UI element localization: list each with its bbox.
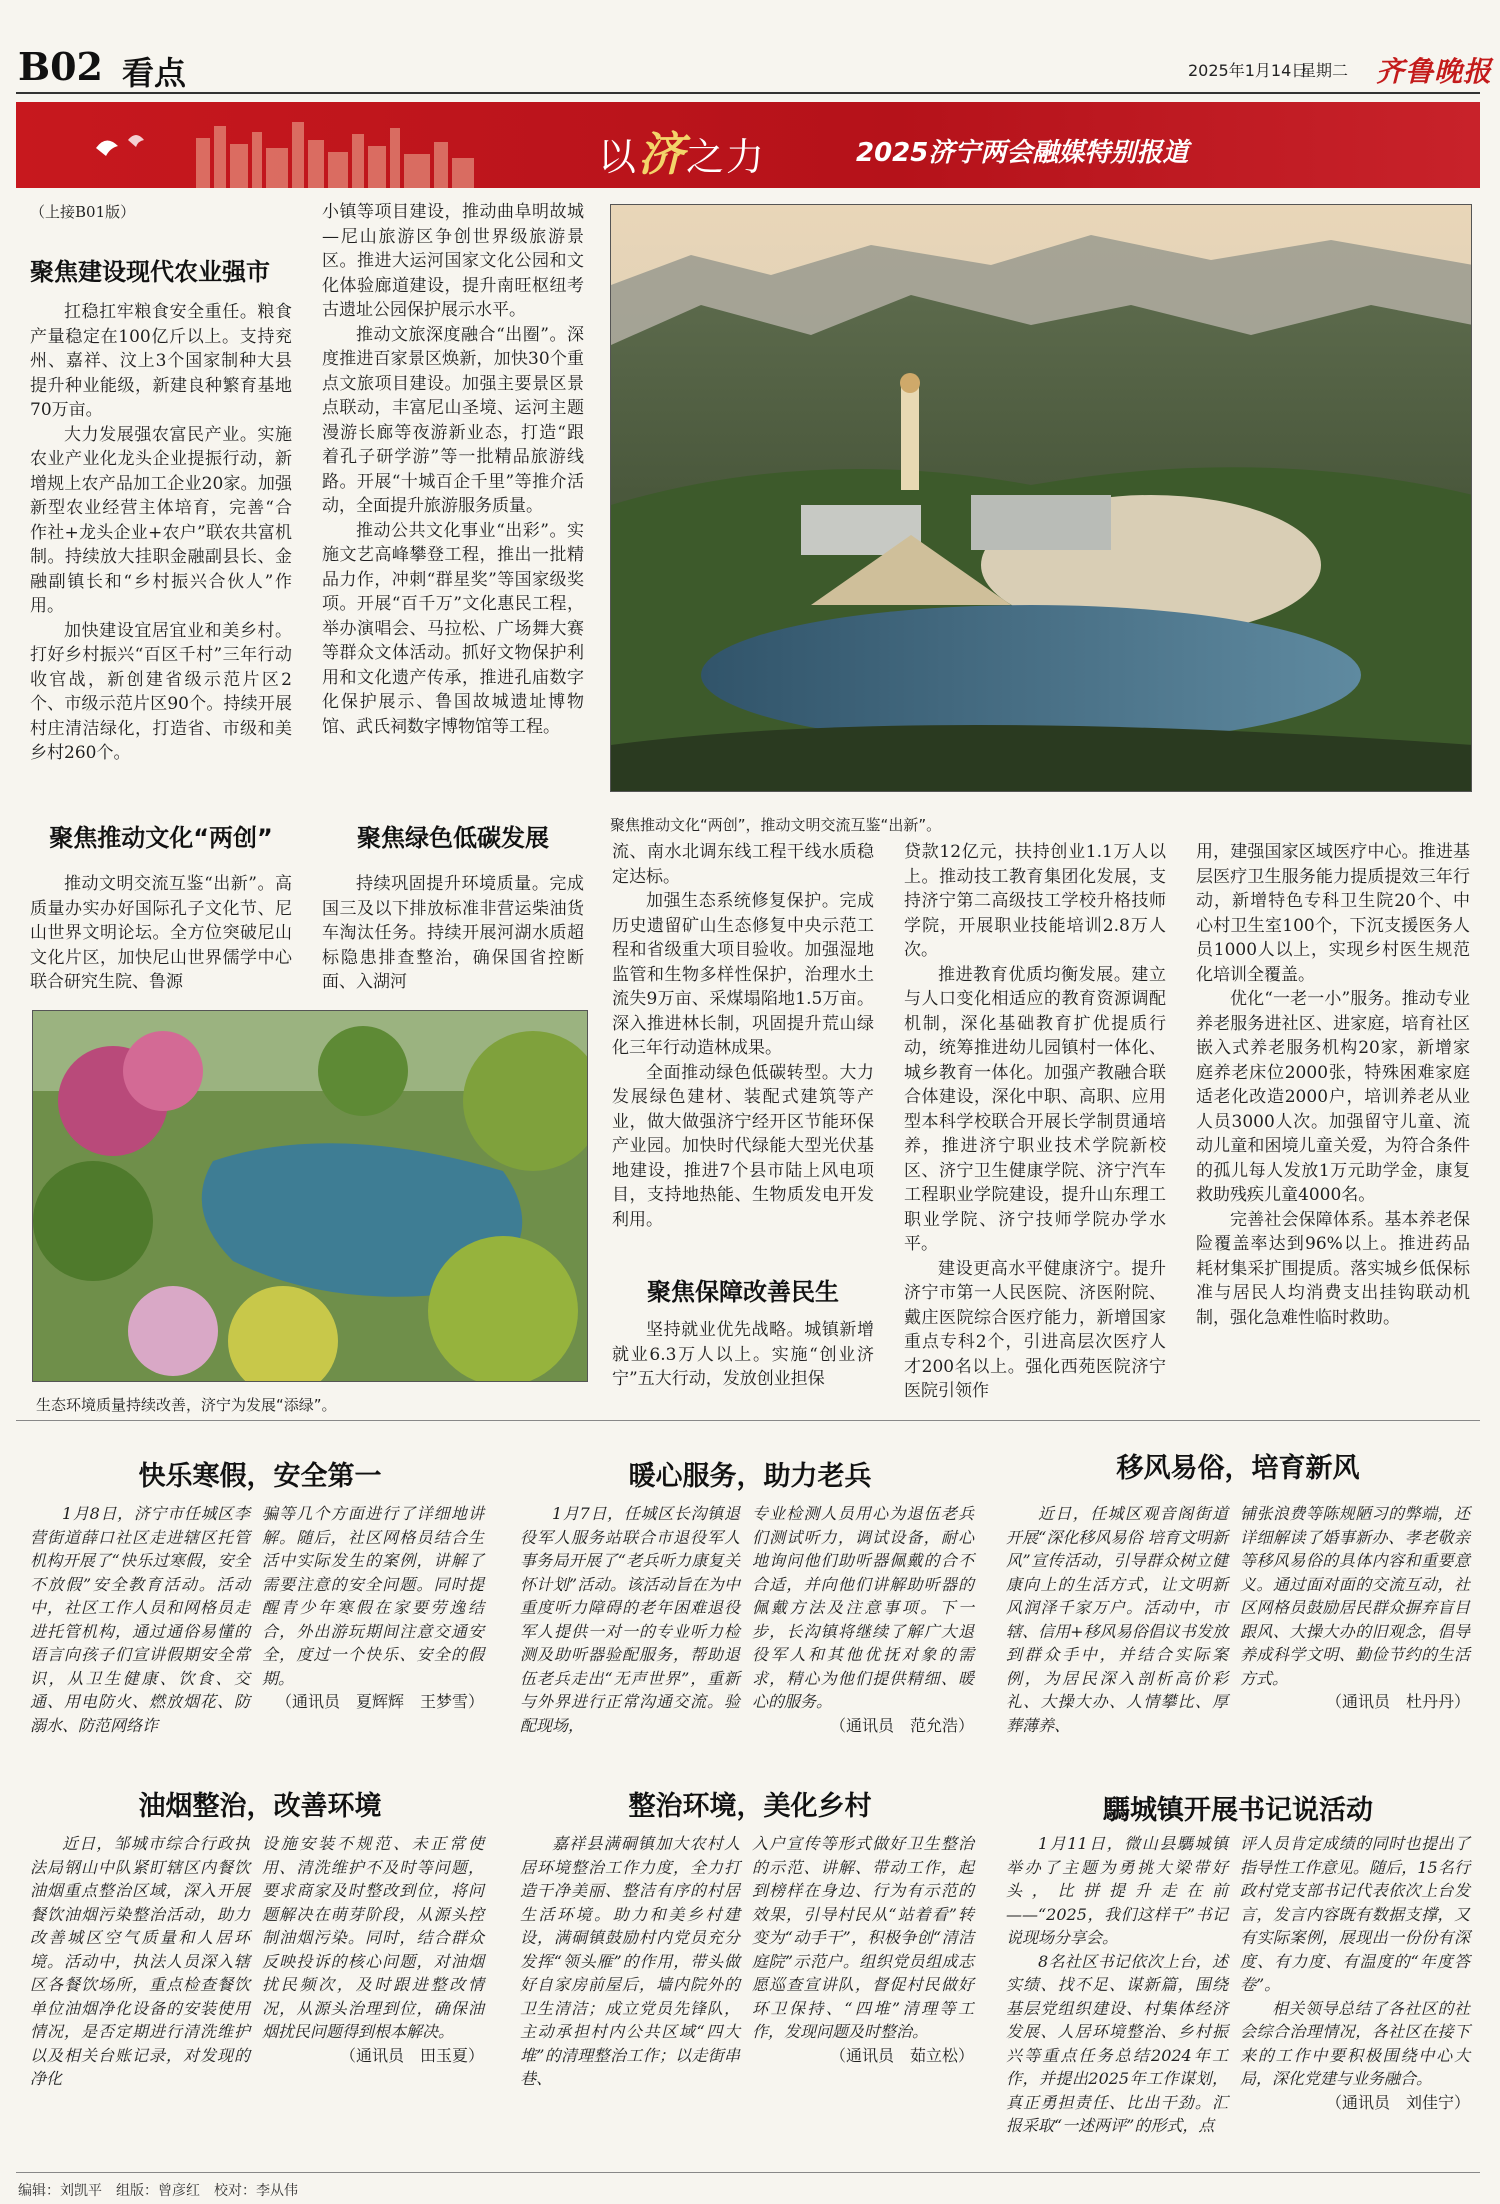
news-body	[30, 1502, 250, 1737]
news-body	[30, 1832, 250, 2091]
park-lake-photo	[32, 1010, 588, 1382]
article-liangchuang	[30, 872, 292, 995]
banner-subtitle: 2025济宁两会融媒特别报道	[856, 138, 1189, 168]
news-body	[520, 1832, 740, 2091]
issue-date: 2025年1月14日	[1188, 61, 1308, 80]
article-green-start	[322, 872, 584, 995]
news-body	[1006, 1832, 1228, 2138]
aerial-temple-photo	[610, 204, 1472, 792]
paragraph: 嘉祥县满硐镇加大农村人居环境整治工作力度，全力打造干净美丽、整洁有序的村居生活环境。助力和美乡村建设，满硐镇鼓励村内党员充分发挥“领头雁”的作用，带头做好自家房前屋后，墙内院外的卫生清洁；成立党员先锋队，主动承担村内公共区域“四大堆”的清理整治工作；以走街串巷、	[520, 1834, 740, 2088]
paragraph: 建设更高水平健康济宁。提升济宁市第一人民医院、济医附院、戴庄医院综合医疗能力，新增国家重点专科2个，引进高层次医疗人才200名以上。强化西苑医院济宁医院引领作	[904, 1258, 1166, 1401]
article-agriculture	[30, 300, 292, 766]
news-body	[520, 1502, 740, 1737]
heading-livelihood: 聚焦保障改善民生	[647, 1278, 839, 1306]
news-body	[752, 1832, 974, 2067]
article-livelihood-end	[1196, 840, 1470, 1330]
paragraph: 近日，任城区观音阁街道开展“深化移风易俗 培育文明新风”宣传活动，引导群众树立健康向上的生活方式，让文明新风润泽千家万户。活动中，市辖、信用+移风易俗倡议书发放到群众手中，并结合实际案例，为居民深入剖析高价彩礼、大操大办、人情攀比、厚葬薄养、	[1006, 1504, 1228, 1735]
paragraph: 推进教育优质均衡发展。建立与人口变化相适应的教育资源调配机制，深化基础教育扩优提质行动，统筹推进幼儿园镇村一体化、城乡教育一体化。加强产教融合联合体建设，深化中职、高职、应用型本科学校联合开展长学制贯通培养，推进济宁职业技术学院新校区、济宁卫生健康学院、济宁汽车工程职业学院建设，提升山东理工职业学院、济宁技师学院办学水平。	[904, 964, 1166, 1254]
footer-credits: 编辑：刘凯平 组版：曾彦红 校对：李从伟	[18, 2183, 298, 2199]
paragraph: 大力发展强农富民产业。实施农业产业化龙头企业提振行动，新增规上农产品加工企业20家。加强新型农业经营主体培育，完善“合作社+龙头企业+农户”联农共富机制。持续放大挂职金融副县长、金融副镇长和“乡村振兴合伙人”作用。	[30, 424, 292, 616]
news-body	[752, 1502, 974, 1737]
news-body	[262, 1832, 484, 2067]
paragraph: 1月8日，济宁市任城区李营街道薛口社区走进辖区托管机构开展了“快乐过寒假，安全不放假”安全教育活动。活动中，社区工作人员和网格员走进托管机构，通过通俗易懂的语言向孩子们宣讲假期安全常识，从卫生健康、饮食、交通、用电防火、燃放烟花、防溺水、防范网络诈	[30, 1504, 250, 1735]
news-title: 整治环境，美化乡村	[628, 1791, 872, 1822]
section-divider	[16, 1420, 1480, 1421]
page-number: B02	[18, 44, 103, 89]
heading-green: 聚焦绿色低碳发展	[357, 824, 549, 852]
news-credit: （通讯员 田玉夏）	[339, 2045, 484, 2065]
news-credit: （通讯员 茹立松）	[829, 2045, 974, 2065]
news-body	[262, 1502, 484, 1714]
heading-liangchuang: 聚焦推动文化“两创”	[49, 824, 273, 852]
masthead	[0, 0, 1500, 100]
paragraph: 评人员肯定成绩的同时也提出了指导性工作意见。随后，15名行政村党支部书记代表依次上台发言，发言内容既有数据支撑，又有实际案例，展现出一份份有深度、有力度、有温度的“年度答卷”。	[1240, 1834, 1470, 1994]
news-credit: （通讯员 刘佳宁）	[1325, 2092, 1470, 2112]
news-credit: （通讯员 范允浩）	[829, 1715, 974, 1735]
paragraph: 小镇等项目建设，推动曲阜明故城—尼山旅游区争创世界级旅游景区。推进大运河国家文化公园和文化体验廊道建设，提升南旺枢纽考古遗址公园保护展示水平。	[322, 202, 584, 320]
paragraph: 扛稳扛牢粮食安全重任。粮食产量稳定在100亿斤以上。支持兖州、嘉祥、汶上3个国家制种大县提升种业能级，新建良种繁育基地70万亩。	[30, 302, 292, 420]
paragraph: 流、南水北调东线工程干线水质稳定达标。	[612, 842, 874, 887]
news-title: 暖心服务，助力老兵	[628, 1461, 872, 1492]
paragraph: 贷款12亿元，扶持创业1.1万人以上。推动技工教育集团化发展，支持济宁第二高级技工学校升格技师学院，开展职业技能培训2.8万人次。	[904, 842, 1166, 960]
paragraph: 相关领导总结了各社区的社会综合治理情况，各社区在接下来的工作中要积极围绕中心大局，深化党建与业务融合。	[1240, 1998, 1470, 2088]
news-credit: （通讯员 杜丹丹）	[1325, 1692, 1470, 1711]
paragraph: 加快建设宜居宜业和美乡村。打好乡村振兴“百区千村”三年行动收官战，新创建省级示范片区2个、市级示范片区90个。持续开展村庄清洁绿化，打造省、市级和美乡村260个。	[30, 620, 292, 763]
weekday: 星期二	[1300, 61, 1349, 80]
special-report-banner	[16, 102, 1480, 188]
paragraph: 推动文旅深度融合“出圈”。深度推进百家景区焕新，加快30个重点文旅项目建设。加强主要景区景点联动，丰富尼山圣境、运河主题漫游长廊等夜游新业态，打造“跟着孔子研学游”等一批精品旅游线路。开展“十城百企千里”等推介活动，全面提升旅游服务质量。	[322, 324, 584, 516]
news-title: 油烟整治，改善环境	[138, 1791, 382, 1822]
paragraph: 坚持就业优先战略。城镇新增就业6.3万人以上。实施“创业济宁”五大行动，发放创业担保	[612, 1320, 874, 1389]
banner-slogan: 以济之力	[598, 127, 767, 181]
paragraph: 专业检测人员用心为退伍老兵们测试听力，调试设备，耐心地询问他们助听器佩戴的合不合适，并向他们讲解助听器的佩戴方法及注意事项。下一步，长沟镇将继续了解广大退役军人和其他优抚对象的需求，精心为他们提供精细、暖心的服务。	[752, 1504, 974, 1711]
news-title: 快乐寒假，安全第一	[138, 1461, 382, 1492]
paper-logo: 齐鲁晚报	[1376, 55, 1493, 88]
paragraph: 8名社区书记依次上台，述实绩、找不足、谋新篇，围绕基层党组织建设、村集体经济发展、人居环境整治、乡村振兴等重点任务总结2024年工作，并提出2025年工作谋划，真正勇担责任、比出干劲。汇报采取“一述两评”的形式，点	[1006, 1951, 1228, 2135]
news-title: 騳城镇开展书记说活动	[1103, 1795, 1373, 1826]
paragraph: 1月7日，任城区长沟镇退役军人服务站联合市退役军人事务局开展了“老兵听力康复关怀计划”活动。该活动旨在为中重度听力障碍的老年困难退役军人提供一对一的专业听力检测及助听器验配服务，帮助退伍老兵走出“无声世界”，重新与外界进行正常沟通交流。验配现场，	[520, 1504, 740, 1735]
news-body	[1240, 1502, 1470, 1714]
paragraph: 骗等几个方面进行了详细地讲解。随后，社区网格员结合生活中实际发生的案例，讲解了需要注意的安全问题。同时提醒青少年寒假在家要劳逸结合，外出游玩期间注意交通安全，度过一个快乐、安全的假期。	[262, 1504, 484, 1688]
paragraph: 用，建强国家区域医疗中心。推进基层医疗卫生服务能力提质提效三年行动，新增特色专科卫生院20个、中心村卫生室100个，下沉支援医务人员1000人以上，实现乡村医生规范化培训全覆盖。	[1196, 842, 1470, 985]
masthead-rule	[16, 92, 1480, 94]
paragraph: 推动公共文化事业“出彩”。实施文艺高峰攀登工程，推出一批精品力作，冲刺“群星奖”等国家级奖项。开展“百千万”文化惠民工程，举办演唱会、马拉松、广场舞大赛等群众文体活动。抓好文物保护利用和文化遗产传承，推进孔庙数字化保护展示、鲁国故城遗址博物馆、武氏祠数字博物馆等工程。	[322, 520, 584, 737]
news-title: 移风易俗，培育新风	[1116, 1453, 1360, 1484]
news-body	[1006, 1502, 1228, 1737]
footer-rule	[16, 2172, 1480, 2173]
paragraph: 加强生态系统修复保护。完成历史遗留矿山生态修复中央示范工程和省级重大项目验收。加强湿地监管和生物多样性保护，治理水土流失9万亩、采煤塌陷地1.5万亩。深入推进林长制，巩固提升荒山绿化三年行动造林成果。	[612, 891, 874, 1058]
paragraph: 推动文明交流互鉴“出新”。高质量办实办好国际孔子文化节、尼山世界文明论坛。全方位突破尼山文化片区，加快尼山世界儒学中心联合研究生院、鲁源	[30, 874, 292, 992]
article-green-cont	[612, 840, 874, 1232]
paragraph: 入户宣传等形式做好卫生整治的示范、讲解、带动工作，起到榜样在身边、行为有示范的效果，引导村民从“站着看”转变为“动手干”，积极争创“清洁庭院”示范户。组织党员组成志愿巡查宣讲队，督促村民做好环卫保持、“四堆”清理等工作，发现问题及时整治。	[752, 1834, 974, 2041]
photo2-caption: 生态环境质量持续改善，济宁为发展“添绿”。	[36, 1396, 337, 1414]
paragraph: 铺张浪费等陈规陋习的弊端，还详细解读了婚事新办、孝老敬亲等移风易俗的具体内容和重要意义。通过面对面的交流互动，社区网格员鼓励居民群众摒弃盲目跟风、大操大办的旧观念，倡导养成科学文明、勤俭节约的生活方式。	[1240, 1504, 1470, 1688]
article-culture-continued	[322, 200, 584, 739]
city-skyline-icon	[76, 118, 596, 188]
continued-note: （上接B01版）	[30, 203, 136, 221]
paragraph: 1月11日，微山县騳城镇举办了主题为勇挑大梁带好头，比拼提升走在前——“2025，我们这样干”书记说现场分享会。	[1006, 1834, 1228, 1947]
news-body	[1240, 1832, 1470, 2114]
article-livelihood-start	[612, 1318, 874, 1392]
paragraph: 近日，邹城市综合行政执法局钢山中队紧盯辖区内餐饮油烟重点整治区域，深入开展餐饮油烟污染整治活动，助力改善城区空气质量和人居环境。活动中，执法人员深入辖区各餐饮场所，重点检查餐饮单位油烟净化设备的安装使用情况，是否定期进行清洗维护以及相关台账记录，对发现的净化	[30, 1834, 250, 2088]
heading-agriculture: 聚焦建设现代农业强市	[30, 258, 270, 286]
paragraph: 全面推动绿色低碳转型。大力发展绿色建材、装配式建筑等产业，做大做强济宁经开区节能环保产业园。加快时代绿能大型光伏基地建设，推进7个县市陆上风电项目，支持地热能、生物质发电开发利用。	[612, 1062, 874, 1230]
article-livelihood-cont	[904, 840, 1166, 1404]
paragraph: 完善社会保障体系。基本养老保险覆盖率达到96%以上。推进药品耗材集采扩围提质。落实城乡低保标准与居民人均消费支出挂钩联动机制，强化急难性临时救助。	[1196, 1209, 1470, 1328]
photo1-caption: 聚焦推动文化“两创”，推动文明交流互鉴“出新”。	[610, 816, 942, 834]
news-credit: （通讯员 夏辉辉 王梦雪）	[275, 1692, 484, 1711]
paragraph: 设施安装不规范、未正常使用、清洗维护不及时等问题，要求商家及时整改到位，将问题解决在萌芽阶段，从源头控制油烟污染。同时，结合群众反映投诉的核心问题，对油烟扰民频次，及时跟进整改情况，从源头治理到位，确保油烟扰民问题得到根本解决。	[262, 1834, 484, 2041]
section-name: 看点	[122, 54, 187, 92]
paragraph: 持续巩固提升环境质量。完成国三及以下排放标准非营运柴油货车淘汰任务。持续开展河湖水质超标隐患排查整治，确保国省控断面、入湖河	[322, 874, 584, 992]
paragraph: 优化“一老一小”服务。推动专业养老服务进社区、进家庭，培育社区嵌入式养老服务机构20家，新增家庭养老床位2000张，特殊困难家庭适老化改造2000户，培训养老从业人员3000人次。加强留守儿童、流动儿童和困境儿童关爱，为符合条件的孤儿每人发放1万元助学金，康复救助残疾儿童4000名。	[1196, 989, 1470, 1205]
